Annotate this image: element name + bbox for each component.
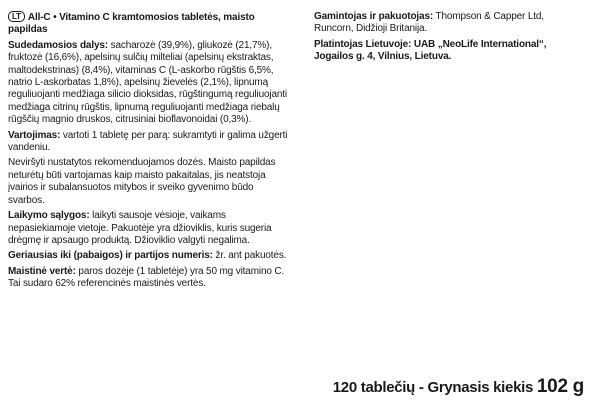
product-title: All-C • Vitamino C kramtomosios tabletės, maisto papildas (8, 12, 255, 36)
storage-paragraph (8, 210, 290, 247)
best-before-heading: Geriausias iki (pabaigos) ir partijos numeris: (8, 250, 213, 262)
nutrition-text: paros dozėje (1 tabletėje) yra 50 mg vitamino C. Tai sudaro 62% referencinės maistinės vertės. (8, 265, 285, 290)
tablet-count: 120 tablečių - Grynasis kiekis (332, 379, 537, 396)
ingredients-text: sacharozė (39,9%), gliukozė (21,7%), fruktozė (16,6%), apelsinų sulčių milteliai (apelsinų ekstraktas, maltodekstrinas) (8,4%), vitaminas C (L-askorbo rūgštis 6,5%, natrio L-askorbatas 1,8%), apelsinų žievelės (2,1%), lipnumą reguliuojanti medžiaga silicio dioksidas, rūgštingumą reguliuojanti medžiaga citrinų rūgštis, lipnumą reguliuojanti medžiaga riebalų rūgščių magnio druskos, citrusiniai bioflavonoidai (0,3%). (8, 39, 287, 126)
nutrition-paragraph (8, 266, 290, 291)
best-before-paragraph (8, 250, 290, 262)
right-column (314, 11, 584, 67)
storage-heading: Laikymo sąlygos: (8, 210, 90, 222)
left-column (8, 11, 290, 294)
manufacturer-paragraph (314, 11, 584, 36)
product-title-block (8, 11, 290, 37)
best-before-text: žr. ant pakuotės. (212, 250, 287, 262)
warning-text: Neviršyti nustatytos rekomenduojamos dozės. Maisto papildas neturėtų būti vartojamas kaip maisto pakaitalas, jis neatstoja įvairios ir subalansuotos mitybos ir sveiko gyvenimo būdo svarbos. (8, 157, 276, 206)
language-badge: LT (8, 11, 25, 22)
storage-text: laikyti sausoje vėsioje, vaikams nepasiekiamoje vietoje. Pakuotėje yra džioviklis, kuris sugeria drėgmę ir apsaugo produktą. Džioviklio valgyti negalima. (8, 210, 272, 246)
manufacturer-text: Thompson & Capper Ltd, Runcorn, Didžioji Britanija. (314, 11, 544, 35)
ingredients-paragraph (8, 40, 290, 127)
net-weight: 102 g (536, 376, 584, 397)
net-quantity-footer (333, 376, 584, 398)
manufacturer-heading: Gamintojas ir pakuotojas: (314, 11, 434, 22)
distributor-text: Platintojas Lietuvoje: UAB „NeoLife International“, Jogailos g. 4, Vilnius, Lietuva. (314, 38, 547, 63)
ingredients-heading: Sudedamosios dalys: (8, 39, 108, 51)
usage-text: vartoti 1 tabletę per parą: sukramtyti ir galima užgerti vandeniu. (8, 129, 288, 154)
usage-heading: Vartojimas: (8, 129, 61, 141)
nutrition-heading: Maistinė vertė: (8, 265, 76, 277)
usage-paragraph (8, 130, 290, 155)
